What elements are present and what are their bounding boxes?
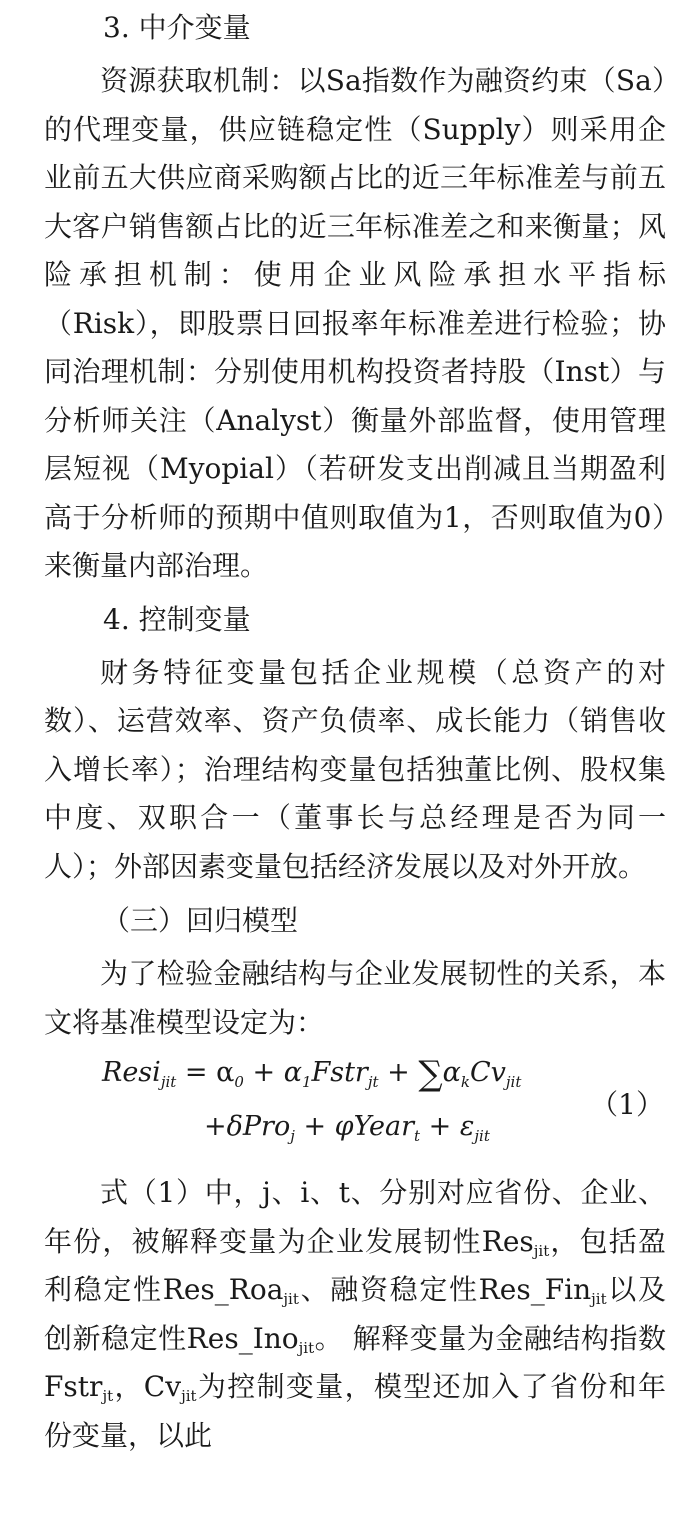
regression-equation bbox=[44, 1049, 666, 1163]
paper-page bbox=[44, 8, 666, 1460]
section-heading-control: 4. 控制变量 bbox=[103, 602, 251, 636]
paragraph-model-intro: 为了检验金融结构与企业发展韧性的关系，本文将基准模型设定为： bbox=[44, 957, 666, 1039]
section-heading-model: （三）回归模型 bbox=[102, 904, 299, 937]
paragraph-control: 财务特征变量包括企业规模（总资产的对数）、运营效率、资产负债率、成长能力（销售收入增长率）；治理结构变量包括独董比例、股权集中度、双职合一（董事长与总经理是否为同一人）；外部因素变量包括经济发展以及对外开放。 bbox=[44, 655, 666, 883]
equation-number: （1） bbox=[590, 1088, 664, 1121]
equation-line-1: Resi$_{jit}$ = $\alpha_0$ + $\alpha_1Fstr_{jt} + \sum\alpha_kCv_{jit}$ bbox=[102, 1054, 522, 1094]
paragraph-mediator: 资源获取机制：以Sa指数作为融资约束（Sa）的代理变量，供应链稳定性（Supply）则采用企业前五大供应商采购额占比的近三年标准差与前五大客户销售额占比的近三年标准差之和来衡量；风险承担机制：使用企业风险承担水平指标（Risk），即股票日回报率年标准差进行检验；协同治理机制：分别使用机构投资者持股（Inst）与分析师关注（Analyst）衡量外部监督，使用管理层短视（Myopial）（若研发支出削减且当期盈利高于分析师的预期中值则取值为1，否则取值为0）来衡量内部治理。 bbox=[44, 64, 666, 582]
section-heading-mediator: 3. 中介变量 bbox=[103, 11, 251, 44]
paragraph-model-explain: 式（1）中，j、i、t、分别对应省份、企业、年份，被解释变量为企业发展韧性Res$_{jit}$，包括盈利稳定性Res_Roa$_{jit}$、融资稳定性Res_Fin$_{jit}$以及创新稳定性Res_Ino$_{jit}$。 解释变量为金融结构指数Fstr$_{jt}$，$Cv_{jit}$为控制变量，模型还加入了省份和年份变量，以此 bbox=[44, 1176, 666, 1452]
equation-line-2: +δPro$_j$ + φYear$_t$ + $\varepsilon_{jit}$ bbox=[204, 1111, 490, 1145]
summation-symbol: ∑ bbox=[418, 1054, 443, 1094]
